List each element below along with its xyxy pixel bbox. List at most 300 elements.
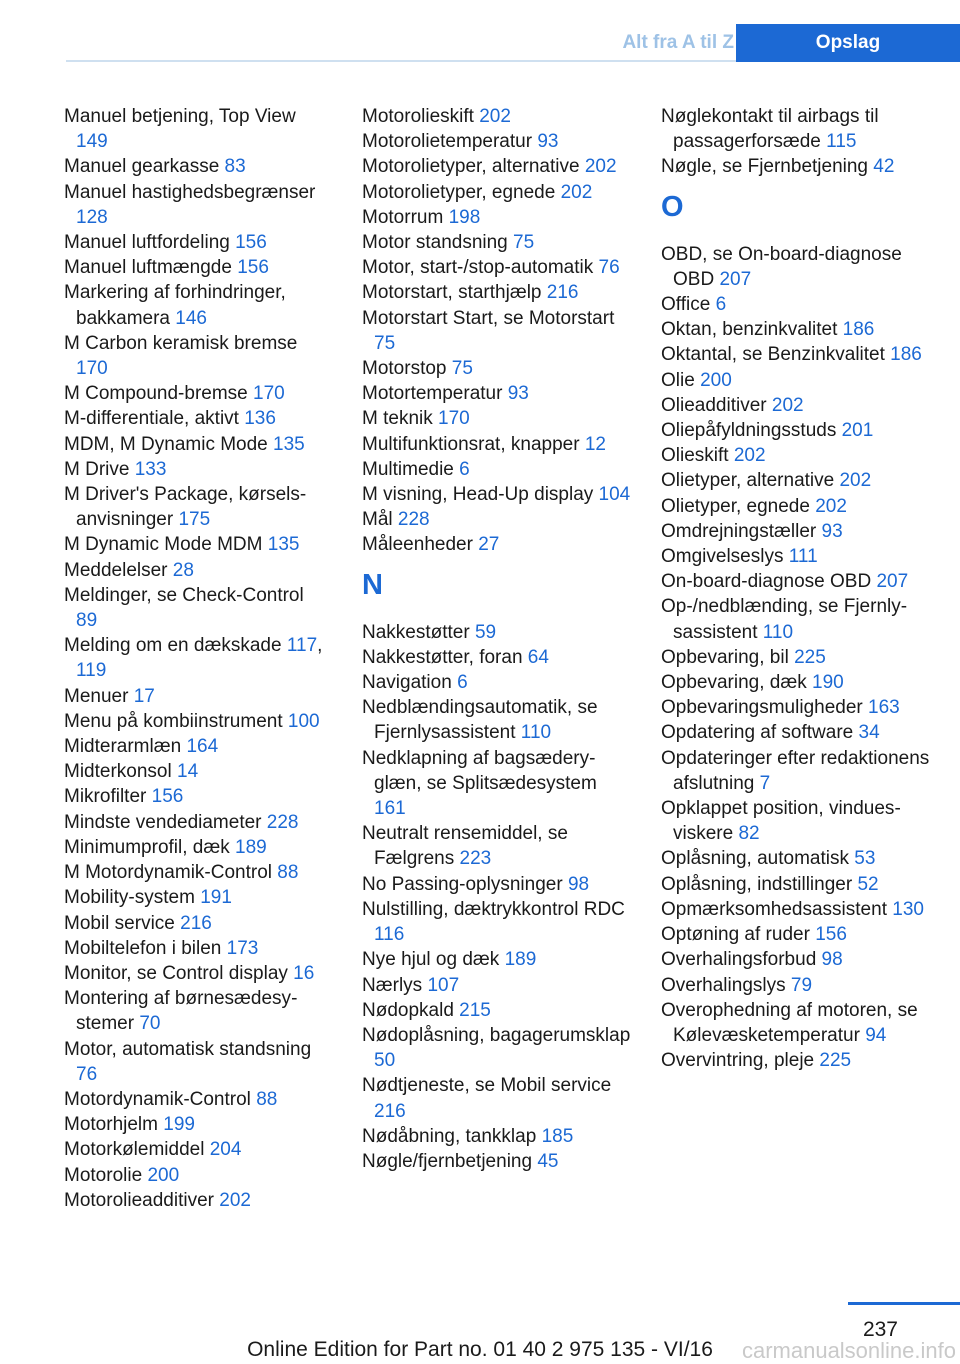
index-page-link[interactable]: 164 bbox=[186, 736, 219, 758]
index-page-link[interactable]: 156 bbox=[237, 257, 269, 279]
index-entry-term: Meddelelser bbox=[64, 559, 168, 581]
index-entry-term: Nøglekontakt til airbags til passagerforsæde bbox=[661, 106, 879, 153]
index-entry-term: Melding om en dækskade bbox=[64, 635, 282, 657]
index-entry-term: Midterarmlæn bbox=[64, 736, 182, 758]
index-entry-term: Multimedie bbox=[362, 458, 454, 480]
index-entry bbox=[362, 205, 632, 230]
index-page-link[interactable]: 200 bbox=[700, 369, 732, 391]
index-page-link[interactable]: 7 bbox=[759, 772, 771, 794]
index-entry-term: Motorrum bbox=[362, 206, 444, 228]
index-entry bbox=[661, 519, 931, 544]
index-page-link[interactable]: 156 bbox=[815, 924, 847, 946]
index-entry-term: Motortemperatur bbox=[362, 383, 503, 405]
index-entry-term: Motorstart Start, se Motorstart bbox=[362, 307, 615, 329]
index-page-link[interactable]: 28 bbox=[172, 559, 194, 581]
index-entry-term: M Carbon keramisk bremse bbox=[64, 332, 298, 354]
index-entry bbox=[64, 230, 329, 255]
index-entry: Melding om en dækskade 117, 119 bbox=[64, 635, 323, 682]
index-entry-term: Overhalingslys bbox=[661, 974, 786, 996]
index-entry-term: Motorhjelm bbox=[64, 1114, 158, 1136]
index-page-link[interactable]: 186 bbox=[890, 344, 922, 366]
index-entry bbox=[362, 180, 632, 205]
index-page-link[interactable]: 110 bbox=[520, 722, 552, 744]
index-entry-term: Mobiltelefon i bilen bbox=[64, 937, 222, 959]
index-page-link[interactable]: 202 bbox=[560, 181, 593, 203]
index-entry bbox=[362, 872, 632, 897]
index-page-link[interactable]: 136 bbox=[244, 408, 276, 430]
index-page-link[interactable]: 202 bbox=[839, 470, 872, 492]
index-entry-term: Olieadditiver bbox=[661, 394, 767, 416]
index-entry bbox=[362, 897, 632, 947]
index-entry-term: Nakkestøtter, foran bbox=[362, 646, 523, 668]
index-entry-term: Nedblændingsautomatik, se Fjernlysassistent bbox=[362, 697, 598, 744]
index-entry bbox=[661, 872, 931, 897]
edition-note: Online Edition for Part no. 01 40 2 975 135 - VI/16 bbox=[247, 1338, 713, 1361]
index-entry-term: Minimumprofil, dæk bbox=[64, 836, 230, 858]
index-entry bbox=[661, 154, 931, 179]
index-page-link[interactable]: 207 bbox=[719, 268, 752, 290]
index-page-link[interactable]: 98 bbox=[821, 949, 843, 971]
index-entry bbox=[661, 242, 931, 292]
index-entry bbox=[661, 418, 931, 443]
index-entry-term: Nakkestøtter bbox=[362, 621, 470, 643]
index-entry-term: Motor standsning bbox=[362, 232, 508, 254]
index-page-link[interactable]: 6 bbox=[715, 294, 727, 316]
index-entry-term: Olietyper, egnede bbox=[661, 495, 810, 517]
index-entry bbox=[661, 1048, 931, 1073]
index-page-link[interactable]: 93 bbox=[537, 131, 559, 153]
index-letter-heading: O bbox=[661, 190, 684, 223]
index-entry-term: Monitor, se Control display bbox=[64, 962, 288, 984]
index-page-link[interactable]: 94 bbox=[865, 1024, 887, 1046]
index-page-link[interactable]: 223 bbox=[459, 848, 492, 870]
index-page-link[interactable]: 83 bbox=[224, 156, 246, 178]
index-entry bbox=[64, 1037, 329, 1087]
index-entry-term: On-board-diagnose OBD bbox=[661, 571, 872, 593]
index-page-link[interactable]: 17 bbox=[133, 685, 155, 707]
index-page-link[interactable]: 202 bbox=[584, 156, 617, 178]
index-page-link[interactable]: 93 bbox=[821, 520, 843, 542]
index-entry bbox=[362, 154, 632, 179]
index-page-link[interactable]: 170 bbox=[253, 383, 285, 405]
index-entry bbox=[661, 342, 931, 367]
index-entry bbox=[661, 695, 931, 720]
index-page-link[interactable]: 75 bbox=[374, 332, 396, 354]
index-entry-term: Omdrejningstæller bbox=[661, 520, 817, 542]
index-page-link[interactable]: 93 bbox=[507, 383, 529, 405]
index-page-link[interactable]: 128 bbox=[76, 206, 108, 228]
index-page-link[interactable]: 135 bbox=[267, 534, 300, 556]
index-page-link[interactable]: 175 bbox=[178, 509, 211, 531]
index-entry bbox=[64, 860, 329, 885]
index-entry bbox=[661, 947, 931, 972]
index-entry-term: Meldinger, se Check-Control bbox=[64, 584, 304, 606]
index-entry bbox=[661, 594, 931, 644]
index-page-link[interactable]: 202 bbox=[815, 495, 847, 517]
index-page-link[interactable]: 189 bbox=[235, 836, 267, 858]
index-page-link[interactable]: 163 bbox=[868, 697, 900, 719]
index-entry-term: Nødopkald bbox=[362, 999, 454, 1021]
index-entry bbox=[362, 1149, 632, 1174]
index-entry-term: Mikrofilter bbox=[64, 786, 147, 808]
index-page-link[interactable]: 202 bbox=[771, 394, 804, 416]
index-entry-term: Nye hjul og dæk bbox=[362, 949, 500, 971]
index-entry bbox=[362, 695, 632, 745]
index-entry-term: M Compound-bremse bbox=[64, 383, 248, 405]
index-page-link[interactable]: 146 bbox=[175, 307, 207, 329]
index-page-link[interactable]: 202 bbox=[733, 445, 766, 467]
index-page-link[interactable]: 216 bbox=[374, 1100, 406, 1122]
index-entry-term: M visning, Head-Up display bbox=[362, 484, 594, 506]
index-page-link[interactable]: 52 bbox=[857, 873, 879, 895]
index-entry bbox=[64, 734, 329, 759]
index-page-link[interactable]: 228 bbox=[266, 811, 299, 833]
index-entry bbox=[362, 457, 632, 482]
index-entry-term: Olie bbox=[661, 369, 695, 391]
index-entry-term: Motorolietemperatur bbox=[362, 131, 533, 153]
section-title: Alt fra A til Z bbox=[622, 32, 734, 53]
index-entry bbox=[661, 317, 931, 342]
index-page-link[interactable]: 6 bbox=[459, 458, 470, 480]
index-entry bbox=[64, 835, 329, 860]
index-entry bbox=[661, 292, 931, 317]
index-entry bbox=[661, 897, 931, 922]
index-entry-term: Multifunktionsrat, knapper bbox=[362, 433, 580, 455]
index-entry bbox=[64, 784, 329, 809]
section-tab[interactable]: Opslag bbox=[736, 24, 960, 62]
index-page-link[interactable]: 199 bbox=[163, 1114, 195, 1136]
index-entry bbox=[64, 911, 329, 936]
index-entry-term: Overophedning af motoren, se Kølevæsketemperatur bbox=[661, 999, 918, 1046]
index-entry-term: Nulstilling, dæktrykkontrol RDC bbox=[362, 898, 625, 920]
index-entry-term: Nærlys bbox=[362, 974, 423, 996]
index-page-link[interactable]: 75 bbox=[451, 358, 473, 380]
index-page-link[interactable]: 53 bbox=[854, 848, 876, 870]
index-entry-term: Oplåsning, indstillinger bbox=[661, 873, 853, 895]
index-page-link[interactable]: 170 bbox=[438, 408, 470, 430]
index-page-link[interactable]: 216 bbox=[546, 282, 579, 304]
index-entry bbox=[64, 810, 329, 835]
index-entry-term: Nødtjeneste, se Mobil service bbox=[362, 1075, 612, 1097]
index-entry-term: Opklappet position, vinduesviskere bbox=[661, 798, 901, 845]
index-entry-term: M teknik bbox=[362, 408, 433, 430]
index-page-link[interactable]: 110 bbox=[762, 621, 794, 643]
index-entry bbox=[661, 922, 931, 947]
index-entry bbox=[362, 1073, 632, 1123]
index-page-link[interactable]: 135 bbox=[273, 433, 305, 455]
index-column-3 bbox=[661, 104, 931, 1073]
index-entry bbox=[362, 482, 632, 507]
index-entry bbox=[362, 230, 632, 255]
index-entry-term: Manuel gearkasse bbox=[64, 156, 220, 178]
index-page-link[interactable]: 225 bbox=[794, 646, 826, 668]
index-entry bbox=[64, 255, 329, 280]
index-entry bbox=[661, 645, 931, 670]
index-page-link[interactable]: 82 bbox=[738, 823, 760, 845]
index-entry-term: M-differentiale, aktivt bbox=[64, 408, 239, 430]
index-entry-term: Opbevaringsmuligheder bbox=[661, 697, 863, 719]
index-page-link[interactable]: 215 bbox=[459, 999, 491, 1021]
index-entry-term: Motorolie bbox=[64, 1164, 143, 1186]
index-entry-term: Motor, automatisk standsning bbox=[64, 1038, 312, 1060]
index-entry-term: Opmærksomhedsassistent bbox=[661, 898, 887, 920]
index-page-link[interactable]: 198 bbox=[448, 206, 481, 228]
index-entry bbox=[64, 759, 329, 784]
index-page-link[interactable]: 100 bbox=[287, 710, 320, 732]
index-page-link[interactable]: 191 bbox=[200, 887, 232, 909]
index-page-link[interactable]: 34 bbox=[858, 722, 880, 744]
index-entry bbox=[661, 393, 931, 418]
index-entry bbox=[362, 973, 632, 998]
index-page-link[interactable]: 204 bbox=[209, 1139, 242, 1161]
index-entry bbox=[661, 973, 931, 998]
index-entry-term: Motorolietyper, alternative bbox=[362, 156, 580, 178]
index-entry bbox=[362, 356, 632, 381]
index-page-link[interactable]: 50 bbox=[374, 1050, 396, 1072]
index-entry bbox=[661, 569, 931, 594]
index-entry bbox=[64, 406, 329, 431]
index-entry-term: Menuer bbox=[64, 685, 129, 707]
index-entry bbox=[362, 821, 632, 871]
index-page-link[interactable]: 130 bbox=[892, 898, 924, 920]
index-entry bbox=[64, 532, 329, 557]
index-entry-term: Optøning af ruder bbox=[661, 924, 810, 946]
index-entry-term: Nøgle/fjernbetjening bbox=[362, 1150, 533, 1172]
index-entry bbox=[64, 1137, 329, 1162]
index-entry bbox=[661, 746, 931, 796]
index-entry-term: Opbevaring, bil bbox=[661, 646, 789, 668]
index-entry-term: Motorolieadditiver bbox=[64, 1189, 214, 1211]
index-entry bbox=[64, 961, 329, 986]
index-entry-term: Overvintring, pleje bbox=[661, 1050, 815, 1072]
index-entry-term: Overhalingsforbud bbox=[661, 949, 817, 971]
index-entry bbox=[362, 432, 632, 457]
index-entry-term: Oktantal, se Benzinkvalitet bbox=[661, 344, 885, 366]
index-entry-term: Mål bbox=[362, 509, 393, 531]
index-entry bbox=[661, 670, 931, 695]
index-entry-term: Navigation bbox=[362, 672, 452, 694]
index-entry bbox=[362, 645, 632, 670]
index-entry-term: Neutralt rensemiddel, se Fælgrens bbox=[362, 823, 568, 870]
index-entry bbox=[362, 947, 632, 972]
index-page-link[interactable]: 201 bbox=[841, 420, 874, 442]
index-page-link[interactable]: 161 bbox=[374, 798, 406, 820]
index-entry-term: Manuel luftfordeling bbox=[64, 232, 230, 254]
footer-rule bbox=[848, 1302, 960, 1305]
index-entry bbox=[362, 746, 632, 822]
index-entry bbox=[362, 620, 632, 645]
index-entry-term: MDM, M Dynamic Mode bbox=[64, 433, 268, 455]
index-entry bbox=[64, 885, 329, 910]
index-entry-term: M Dynamic Mode MDM bbox=[64, 534, 263, 556]
index-page-link[interactable]: 119 bbox=[76, 660, 107, 682]
index-page-link[interactable]: 76 bbox=[76, 1063, 98, 1085]
index-page-link[interactable]: 200 bbox=[147, 1164, 180, 1186]
index-page-link[interactable]: 107 bbox=[427, 974, 460, 996]
index-entry bbox=[362, 129, 632, 154]
index-entry bbox=[64, 180, 329, 230]
index-page-link[interactable]: 207 bbox=[876, 571, 909, 593]
index-page-link[interactable]: 156 bbox=[151, 786, 184, 808]
index-entry bbox=[362, 306, 632, 356]
index-page-link[interactable]: 173 bbox=[226, 937, 259, 959]
index-page-link[interactable]: 76 bbox=[598, 257, 620, 279]
index-column-1 bbox=[64, 104, 329, 1213]
index-entry bbox=[64, 986, 329, 1036]
index-entry-term: M Motordynamik-Control bbox=[64, 862, 272, 884]
index-entry-term: Motorolieskift bbox=[362, 106, 474, 127]
index-page-link[interactable]: 59 bbox=[474, 621, 497, 643]
index-entry bbox=[362, 255, 632, 280]
index-entry-term: Office bbox=[661, 294, 711, 316]
index-page-link[interactable]: 42 bbox=[873, 156, 895, 178]
index-entry bbox=[362, 280, 632, 305]
index-entry bbox=[64, 154, 329, 179]
index-entry bbox=[64, 684, 329, 709]
index-entry bbox=[362, 381, 632, 406]
index-entry-term: Olieskift bbox=[661, 445, 729, 467]
index-page-link[interactable]: 16 bbox=[293, 962, 315, 984]
index-entry-term: Opdateringer efter redaktionens afslutning bbox=[661, 747, 930, 794]
index-entry-term: Olietyper, alternative bbox=[661, 470, 835, 492]
page-number: 237 bbox=[862, 1318, 898, 1341]
index-page-link[interactable]: 89 bbox=[76, 610, 98, 632]
index-entry-term: Motorolietyper, egnede bbox=[362, 181, 556, 203]
index-page-link[interactable]: 6 bbox=[457, 672, 468, 694]
index-entry bbox=[362, 406, 632, 431]
index-page-link[interactable]: 27 bbox=[478, 534, 500, 556]
index-page-link[interactable]: 149 bbox=[76, 131, 108, 153]
index-entry bbox=[661, 494, 931, 519]
index-page-link[interactable]: 117 bbox=[286, 635, 318, 657]
index-entry-term: Måleenheder bbox=[362, 534, 473, 556]
index-entry bbox=[64, 331, 329, 381]
index-entry-term: Mobility-system bbox=[64, 887, 195, 909]
index-entry bbox=[64, 583, 329, 633]
index-entry bbox=[661, 796, 931, 846]
index-entry-term: Manuel luftmængde bbox=[64, 257, 232, 279]
index-entry bbox=[362, 1023, 632, 1073]
index-entry bbox=[64, 936, 329, 961]
index-entry bbox=[64, 482, 329, 532]
index-page-link[interactable]: 202 bbox=[479, 106, 511, 127]
index-entry bbox=[64, 104, 329, 154]
index-page-link[interactable]: 115 bbox=[826, 131, 857, 153]
index-entry bbox=[64, 1163, 329, 1188]
index-page-link[interactable]: 88 bbox=[277, 862, 299, 884]
index-entry-term: Opbevaring, dæk bbox=[661, 672, 807, 694]
index-page-link[interactable]: 79 bbox=[790, 974, 813, 996]
index-page-link[interactable]: 116 bbox=[374, 924, 405, 946]
index-entry bbox=[661, 104, 931, 154]
index-entry-term: Motorkølemiddel bbox=[64, 1139, 205, 1161]
index-entry bbox=[64, 1188, 329, 1213]
index-entry bbox=[661, 468, 931, 493]
index-entry bbox=[362, 998, 632, 1023]
index-entry-term: Nødoplåsning, bagagerumsklap bbox=[362, 1024, 631, 1046]
index-entry-term: M Drive bbox=[64, 458, 130, 480]
index-entry-term: Midterkonsol bbox=[64, 761, 172, 783]
index-entry-term: Markering af forhindringer, bakkamera bbox=[64, 282, 286, 329]
index-entry-term: Motor, start-/stop-automatik bbox=[362, 257, 594, 279]
index-page-link[interactable]: 225 bbox=[819, 1050, 852, 1072]
index-page-link[interactable]: 98 bbox=[567, 873, 590, 895]
index-page-link[interactable]: 170 bbox=[76, 358, 108, 380]
index-entry-term: Nedklapning af bagsæderyglæn, se Splitsædesystem bbox=[362, 747, 597, 794]
index-entry bbox=[661, 368, 931, 393]
index-entry bbox=[64, 381, 329, 406]
index-page-link[interactable]: 70 bbox=[139, 1013, 161, 1035]
index-entry bbox=[661, 720, 931, 745]
index-letter-heading: N bbox=[362, 568, 383, 601]
index-entry-term: Opdatering af software bbox=[661, 722, 854, 744]
index-entry-term: No Passing-oplysninger bbox=[362, 873, 563, 895]
running-header bbox=[0, 24, 960, 62]
index-entry bbox=[362, 532, 632, 557]
index-entry bbox=[661, 443, 931, 468]
index-entry-term: OBD, se On-board-diagnose OBD bbox=[661, 243, 902, 290]
index-page-link[interactable]: 12 bbox=[584, 433, 606, 455]
index-page-link[interactable]: 185 bbox=[541, 1125, 574, 1147]
index-entry-term: Menu på kombiinstrument bbox=[64, 710, 283, 732]
index-page-link[interactable]: 156 bbox=[235, 232, 267, 254]
index-entry bbox=[64, 558, 329, 583]
index-page-link[interactable]: 186 bbox=[842, 319, 875, 341]
index-entry bbox=[64, 432, 329, 457]
index-entry bbox=[64, 709, 329, 734]
index-entry bbox=[661, 998, 931, 1048]
index-page-link[interactable]: 133 bbox=[134, 458, 167, 480]
index-entry-term: Omgivelseslys bbox=[661, 546, 784, 568]
index-entry bbox=[661, 846, 931, 871]
index-entry-term: Motorstart, starthjælp bbox=[362, 282, 542, 304]
index-page-link[interactable]: 202 bbox=[219, 1189, 251, 1211]
index-entry-term: Manuel hastighedsbegrænser bbox=[64, 181, 316, 203]
index-entry-term: Oliepåfyldningsstuds bbox=[661, 420, 837, 442]
index-entry bbox=[661, 544, 931, 569]
index-page-link[interactable]: 228 bbox=[397, 509, 430, 531]
index-page-link[interactable]: 75 bbox=[513, 232, 535, 254]
index-entry-term: Montering af børnesædesystemer bbox=[64, 988, 298, 1035]
index-entry-term: M Driver's Package, kørselsanvisninger bbox=[64, 484, 307, 531]
index-entry-term: Mobil service bbox=[64, 912, 175, 934]
index-entry bbox=[64, 1087, 329, 1112]
index-page-link[interactable]: 216 bbox=[180, 912, 212, 934]
index-column-2 bbox=[362, 104, 632, 1174]
index-entry-term: Oplåsning, automatisk bbox=[661, 848, 849, 870]
index-entry-term: Op-/nedblænding, se Fjernlysassistent bbox=[661, 596, 908, 643]
index-page-link[interactable]: 88 bbox=[256, 1088, 278, 1110]
index-page-link[interactable]: 64 bbox=[527, 646, 549, 668]
index-page-link[interactable]: 14 bbox=[177, 761, 199, 783]
index-entry-term: Manuel betjening, Top View bbox=[64, 106, 296, 127]
index-entry bbox=[362, 1124, 632, 1149]
index-entry bbox=[64, 1112, 329, 1137]
index-entry-term: Motorstop bbox=[362, 358, 447, 380]
index-page-link[interactable]: 189 bbox=[504, 949, 537, 971]
index-entry-term: Mindste vendediameter bbox=[64, 811, 262, 833]
index-entry bbox=[64, 280, 329, 330]
index-page-link[interactable]: 45 bbox=[537, 1150, 559, 1172]
index-entry-term: Motordynamik-Control bbox=[64, 1088, 251, 1110]
index-entry-term: Nødåbning, tankklap bbox=[362, 1125, 537, 1147]
index-page-link[interactable]: 111 bbox=[788, 546, 818, 568]
index-page-link[interactable]: 104 bbox=[598, 484, 631, 506]
index-entry-term: Nøgle, se Fjernbetjening bbox=[661, 156, 868, 178]
index-entry-term: Oktan, benzinkvalitet bbox=[661, 319, 838, 341]
watermark-text: carmanualsonline.info bbox=[741, 1338, 956, 1363]
index-page-link[interactable]: 190 bbox=[812, 672, 844, 694]
